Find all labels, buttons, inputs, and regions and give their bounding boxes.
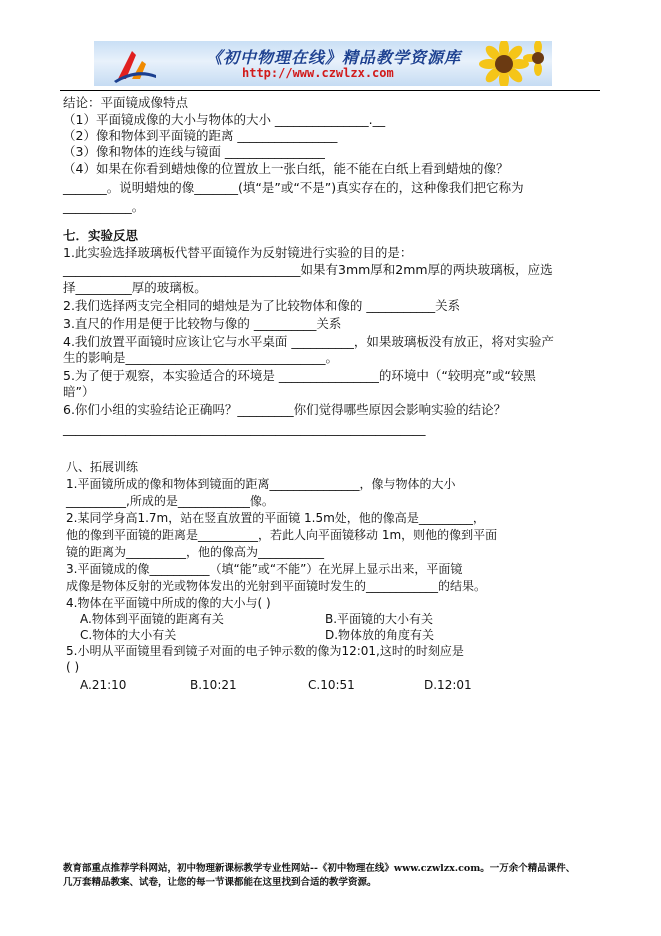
reflection-line: 3.直尺的作用是便于比较物与像的 __________关系: [63, 316, 342, 331]
footer-line: 教育部重点推荐学科网站，初中物理新课标教学专业性网站--《初中物理在线》www.czwlzx.com。一万余个精品课件、: [63, 863, 576, 874]
reflection-line: 1.此实验选择玻璃板代替平面镜作为反射镜进行实验的目的是：: [63, 245, 413, 260]
header-rule: [60, 90, 600, 91]
extension-line: 镜的距离为__________，他的像高为___________: [66, 545, 325, 559]
q4-option-a: A.物体到平面镜的距离有关: [80, 612, 224, 626]
conclusion-item: （2）像和物体到平面镜的距离 ________________: [63, 128, 338, 143]
logo-icon: [112, 45, 158, 83]
reflection-line: 暗”）: [63, 384, 95, 399]
reflection-line: ______________________________________如果有3mm厚和2mm厚的两块玻璃板，应选: [63, 262, 553, 277]
extension-line: 2.某同学身高1.7m，站在竖直放置的平面镜 1.5m处，他的像高是_________，: [66, 511, 485, 525]
banner-url: http://www.czwlzx.com: [242, 66, 394, 80]
extension-line: 4.物体在平面镜中所成的像的大小与( ): [66, 596, 271, 610]
q5-option-a: A.21:10: [80, 678, 127, 692]
extension-heading: 八、拓展训练: [66, 460, 139, 474]
reflection-line: 生的影响是________________________________。: [63, 350, 339, 365]
q5-option-d: D.12:01: [424, 678, 472, 692]
q4-option-b: B.平面镜的大小有关: [325, 612, 434, 626]
conclusion-item: _______。说明蜡烛的像_______(填“是”或“不是”)真实存在的，这种像我们把它称为: [63, 180, 524, 195]
sunflower-icon: [476, 41, 548, 86]
conclusion-item: （3）像和物体的连线与镜面 ________________: [63, 144, 325, 159]
reflection-line: 4.我们放置平面镜时应该让它与水平桌面 __________，如果玻璃板没有放正，将对实验产: [63, 334, 554, 349]
q4-option-d: D.物体放的角度有关: [325, 628, 435, 642]
conclusion-item: （4）如果在你看到蜡烛像的位置放上一张白纸，能不能在白纸上看到蜡烛的像？: [63, 161, 509, 176]
footer-line: 几万套精品教案、试卷，让您的每一节课都能在这里找到合适的教学资源。: [63, 877, 377, 888]
reflection-line: __________________________________________________________: [63, 421, 426, 436]
reflection-line: 2.我们选择两支完全相同的蜡烛是为了比较物体和像的 ___________关系: [63, 298, 461, 313]
q5-option-c: C.10:51: [308, 678, 355, 692]
reflection-line: 5.为了便于观察，本实验适合的环境是 ________________的环境中（“较明亮”或“较黑: [63, 368, 536, 383]
conclusion-title: 结论：平面镜成像特点: [63, 95, 189, 110]
q5-option-b: B.10:21: [190, 678, 237, 692]
q5-line: ( ): [66, 660, 80, 674]
extension-line: 成像是物体反射的光或物体发出的光射到平面镜时发生的____________的结果。: [66, 579, 487, 593]
extension-line: 1.平面镜所成的像和物体到镜面的距离_______________，像与物体的大小: [66, 477, 456, 491]
reflection-line: 择_________厚的玻璃板。: [63, 280, 207, 295]
reflection-line: 6.你们小组的实验结论正确吗？_________你们觉得哪些原因会影响实验的结论？: [63, 402, 507, 417]
reflection-heading: 七．实验反思: [63, 228, 139, 243]
q4-option-c: C.物体的大小有关: [80, 628, 177, 642]
banner-title: 《初中物理在线》精品教学资源库: [206, 48, 462, 67]
conclusion-item: ___________。: [63, 199, 145, 214]
conclusion-item: （1）平面镜成像的大小与物体的大小 _______________.__: [63, 112, 386, 127]
extension-line: __________,所成的是____________像。: [66, 494, 274, 508]
header-banner: [94, 41, 552, 86]
extension-line: 他的像到平面镜的距离是__________，若此人向平面镜移动 1m，则他的像到平面: [66, 528, 498, 542]
q5-line: 5.小明从平面镜里看到镜子对面的电子钟示数的像为12:01,这时的时刻应是: [66, 644, 464, 658]
extension-line: 3.平面镜成的像__________（填“能”或“不能”）在光屏上显示出来，平面镜: [66, 562, 463, 576]
